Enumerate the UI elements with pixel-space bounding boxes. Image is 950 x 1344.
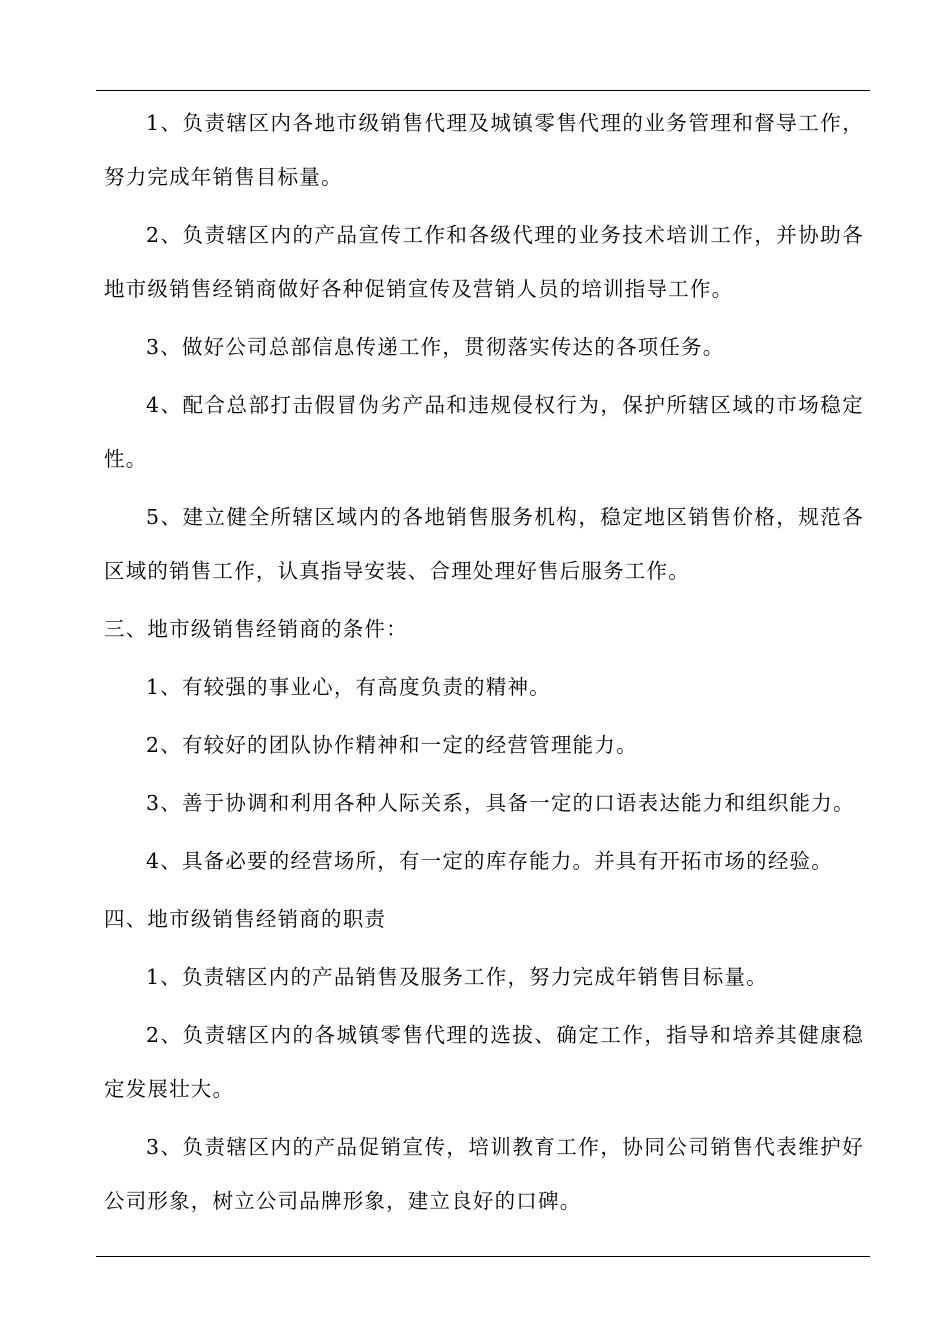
- section-heading-3: 三、地市级销售经销商的条件：: [104, 617, 408, 641]
- footer-rule: [96, 1256, 870, 1257]
- condition-item-3: 3、善于协调和利用各种人际关系，具备一定的口语表达能力和组织能力。: [146, 791, 855, 815]
- paragraph-item-5: 5、建立健全所辖区域内的各地销售服务机构，稳定地区销售价格，规范各区域的销售工作，认真指导安装、合理处理好售后服务工作。: [104, 505, 864, 583]
- header-rule: [96, 90, 870, 91]
- paragraph-item-2: 2、负责辖区内的产品宣传工作和各级代理的业务技术培训工作，并协助各地市级销售经销商做好各种促销宣传及营销人员的培训指导工作。: [104, 223, 864, 301]
- condition-item-4: 4、具备必要的经营场所，有一定的库存能力。并具有开拓市场的经验。: [146, 849, 833, 873]
- paragraph-item-4: 4、配合总部打击假冒伪劣产品和违规侵权行为，保护所辖区域的市场稳定性。: [104, 393, 864, 471]
- duty-item-2: 2、负责辖区内的各城镇零售代理的选拔、确定工作，指导和培养其健康稳定发展壮大。: [104, 1023, 864, 1101]
- condition-item-2: 2、有较好的团队协作精神和一定的经营管理能力。: [146, 733, 638, 757]
- paragraph-item-1: 1、负责辖区内各地市级销售代理及城镇零售代理的业务管理和督导工作，努力完成年销售目标量。: [104, 111, 864, 189]
- duty-item-1: 1、负责辖区内的产品销售及服务工作，努力完成年销售目标量。: [146, 965, 768, 989]
- paragraph-item-3: 3、做好公司总部信息传递工作，贯彻落实传达的各项任务。: [146, 335, 725, 359]
- document-body: [104, 96, 864, 1232]
- condition-item-1: 1、有较强的事业心，有高度负责的精神。: [146, 675, 551, 699]
- duty-item-3: 3、负责辖区内的产品促销宣传，培训教育工作，协同公司销售代表维护好公司形象，树立公司品牌形象，建立良好的口碑。: [104, 1135, 864, 1213]
- section-heading-4: 四、地市级销售经销商的职责: [104, 907, 387, 931]
